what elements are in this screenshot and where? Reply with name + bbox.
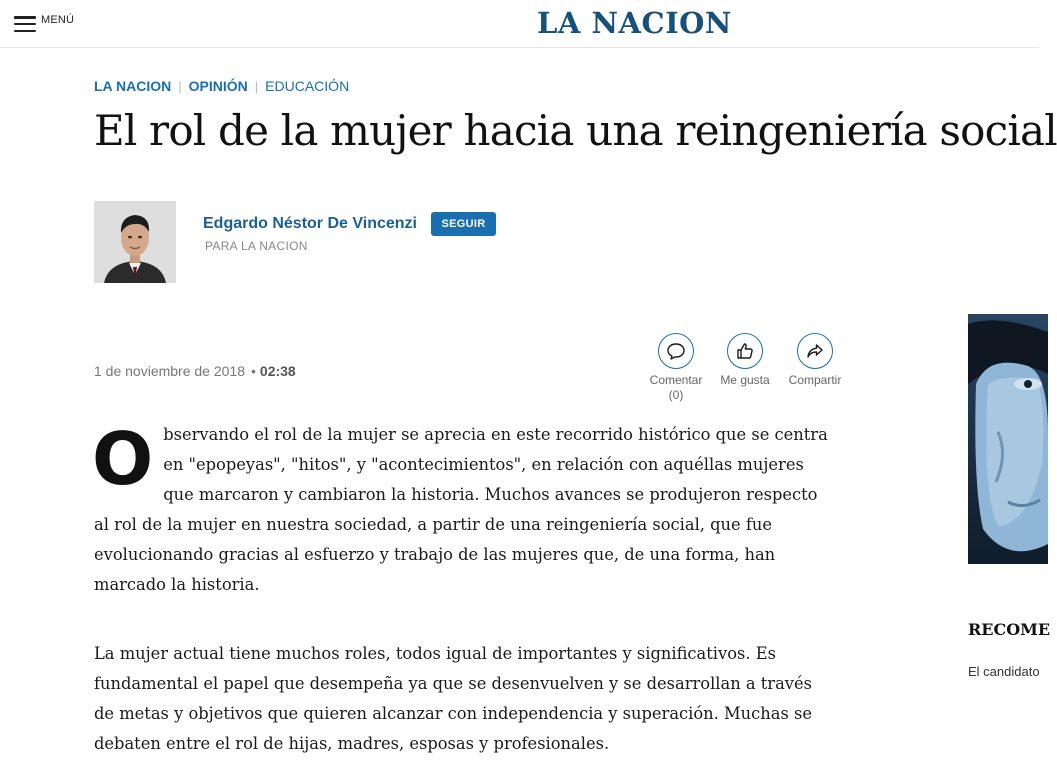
breadcrumb-separator: | [178,78,182,94]
like-label: Me gusta [720,373,770,387]
author-organization: PARA LA NACION [205,239,308,253]
article-paragraph-2: La mujer actual tiene muchos roles, todos igual de importantes y significativos. Es fundamental el papel que desempeña ya que se desenvuelven y se desarrollan a través de metas y objetivos que quieren alcanzar con independencia y superación. Muchas se debaten entre el rol de hijas, madres, esposas y profesionales. [94,644,813,753]
comment-button[interactable] [641,333,711,403]
top-header [0,0,1039,48]
publish-date [94,363,296,379]
date-separator: • [251,363,256,379]
like-button[interactable] [710,333,780,388]
article-paragraph-1 [92,417,834,600]
follow-button[interactable]: SEGUIR [431,212,496,236]
comment-icon [658,333,694,369]
author-portrait-icon [94,201,176,283]
time-text: 02:38 [259,363,296,379]
author-name-link[interactable]: Edgardo Néstor De Vincenzi [203,215,417,232]
article-title: El rol de la mujer hacia una reingeniería social [94,106,1057,155]
breadcrumb-opinion[interactable]: OPINIÓN [188,78,248,94]
breadcrumb-education[interactable]: EDUCACIÓN [265,78,350,94]
breadcrumb [94,78,349,94]
breadcrumb-separator: | [254,78,259,94]
paragraph-1-text: bservando el rol de la mujer se aprecia en este recorrido histórico que se centra en "epopeyas", "hitos", y "acontecimientos", en relación con aquéllas mujeres que marcaron y cambiaron la historia. Muchos avances se produjeron respecto al rol de la mujer en nuestra sociedad, a partir de una reingeniería social, que fue evolucionando gracias al esfuerzo y trabajo de las mujeres que, de una forma, han marcado la historia. [94,425,828,594]
site-logo[interactable]: LA NACION [537,6,732,40]
share-label: Compartir [788,373,842,387]
recommended-heading: RECOME [968,620,1051,639]
share-button[interactable] [780,333,850,388]
portrait-image-icon [968,314,1048,564]
hamburger-icon [14,16,36,32]
sidebar-ad-image[interactable] [968,314,1048,564]
recommended-item[interactable]: El candidato [968,664,1040,679]
breadcrumb-home[interactable]: LA NACION [94,78,172,94]
comment-label: Comentar (0) [649,373,703,402]
thumbs-up-icon [727,333,763,369]
share-icon [797,333,833,369]
menu-button[interactable] [14,13,74,35]
date-text: 1 de noviembre de 2018 [94,363,245,379]
author-avatar[interactable] [94,201,176,283]
menu-label: MENÚ [41,14,75,26]
drop-cap: O [92,417,154,501]
